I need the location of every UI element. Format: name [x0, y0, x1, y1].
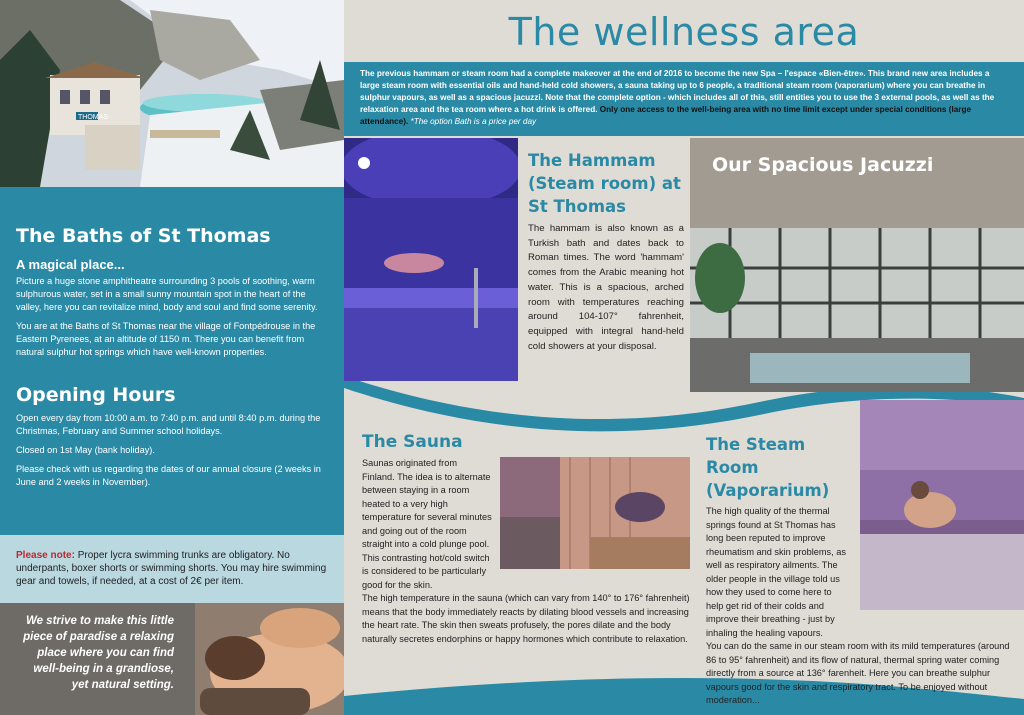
baths-paragraph-1: Picture a huge stone amphitheatre surrounding 3 pools of soothing, warm sulphurous water, set in a small sunny mountain spot in the heart of the valley, here you can revitalize mind, body and soul and find some serenity. [16, 276, 318, 312]
steam-room-text-1: The high quality of the thermal springs found at St Thomas has long been reputed to improve rheumatism and skin problems, as well as respiratory ailments. The older people in the village told us how they used to come here to help get rid of their colds and improve their breathing - just by inhaling the healing vapours. [706, 506, 846, 638]
please-note-text: Proper lycra swimming trunks are obligatory. No underpants, boxer shorts or swimming shorts. You may hire swimming gear and towels, if needed, at a cost of 2€ per item. [16, 550, 327, 587]
please-note-label: Please note: [16, 550, 75, 561]
hammam-title: The Hammam (Steam room) at St Thomas [528, 151, 681, 216]
intro-access-text: Only one access to the well-being area with no time limit except under special conditions (large attendance). [360, 105, 972, 126]
baths-title: The Baths of St Thomas [16, 225, 271, 247]
please-note-box [0, 535, 344, 603]
sauna-text-1: Saunas originated from Finland. The idea is to alternate between staying in a room heated to a very high temperature for several minutes and going out of the room straight into a cold plunge pool. This contrasting hot/cold switch is considered to be particularly good for the skin. [362, 458, 492, 590]
hammam-photo [344, 138, 518, 381]
hours-paragraph-1: Open every day from 10:00 a.m. to 7:40 p.m. and until 8:40 p.m. during the Christmas, February and Summer school holidays. [16, 413, 321, 436]
hammam-illustration [344, 138, 518, 381]
hammam-section [528, 149, 684, 360]
baths-info-panel [0, 187, 344, 535]
hours-paragraph-2: Closed on 1st May (bank holiday). [16, 445, 155, 455]
steam-room-section [706, 433, 1024, 714]
opening-hours-title: Opening Hours [16, 384, 176, 406]
hotel-sign-text: THOMAS [78, 114, 108, 121]
snowy-baths-illustration [0, 0, 344, 187]
steam-room-text-2: You can do the same in our steam room with its mild temperatures (around 86 to 95° fahrenheit) and its flow of natural, thermal spring water coming directly from a source at 136° farenheit. Here you can breathe sulphur vapours good for the skin and respiratory tract. To be enjoyed without moderation... [706, 641, 1010, 705]
photo-snowy-baths [0, 0, 344, 187]
baths-subtitle: A magical place... [16, 257, 125, 272]
sauna-text-2: The high temperature in the sauna (which can vary from 140° to 176° fahrenheit) means that the body immediately reacts by dilating blood vessels and increasing the heart rate. The skin then sweats profusely, the pores dilate and the body naturally secretes endorphins or happy hormones which contribute to relaxation. [362, 593, 690, 644]
hammam-text: The hammam is also known as a Turkish bath and dates back to Roman times. The word 'hammam' comes from the Arabic meaning hot water. This is a spacious, arched room with temperatures reaching around 104-107° fahrenheit, equipped with integral hand-held cold showers at your disposal. [528, 223, 684, 352]
page-title: The wellness area [508, 10, 860, 54]
tagline-text: We strive to make this little piece of paradise a relaxing place where you can find well-being in a grandiose, yet natural setting. [23, 615, 174, 691]
jacuzzi-title: Our Spacious Jacuzzi [712, 154, 934, 176]
steam-room-title: The Steam Room (Vaporarium) [706, 435, 830, 500]
sauna-section [362, 432, 702, 652]
intro-banner [344, 62, 1024, 136]
hours-paragraph-3: Please check with us regarding the dates of our annual closure (2 weeks in June and 2 weeks in November). [16, 464, 321, 487]
massage-photo-panel [0, 603, 344, 715]
baths-paragraph-2: You are at the Baths of St Thomas near the village of Fontpédrouse in the Eastern Pyrenees, at an altitude of 1150 m. There you can benefit from natural sulphur hot springs which have well-known properties. [16, 321, 316, 357]
sauna-title: The Sauna [362, 432, 463, 452]
jacuzzi-photo [690, 138, 1024, 392]
intro-text: The previous hammam or steam room had a complete makeover at the end of 2016 to become the new Spa – l'espace «Bien-être». This brand new area includes a large steam room with essential oils and hand-held cold showers, a sauna taking up to 6 people, a traditional steam room (vaporarium) where you can breathe in sulphur vapours, as well as a spacious jacuzzi. Note that the complete option - which includes all of this, still entities you to use the 3 external pools, as well as the relaxation area and the tea room where a hot drink is offered. [360, 69, 995, 114]
intro-option-note: *The option Bath is a price per day [410, 117, 537, 126]
jacuzzi-illustration [690, 138, 1024, 392]
